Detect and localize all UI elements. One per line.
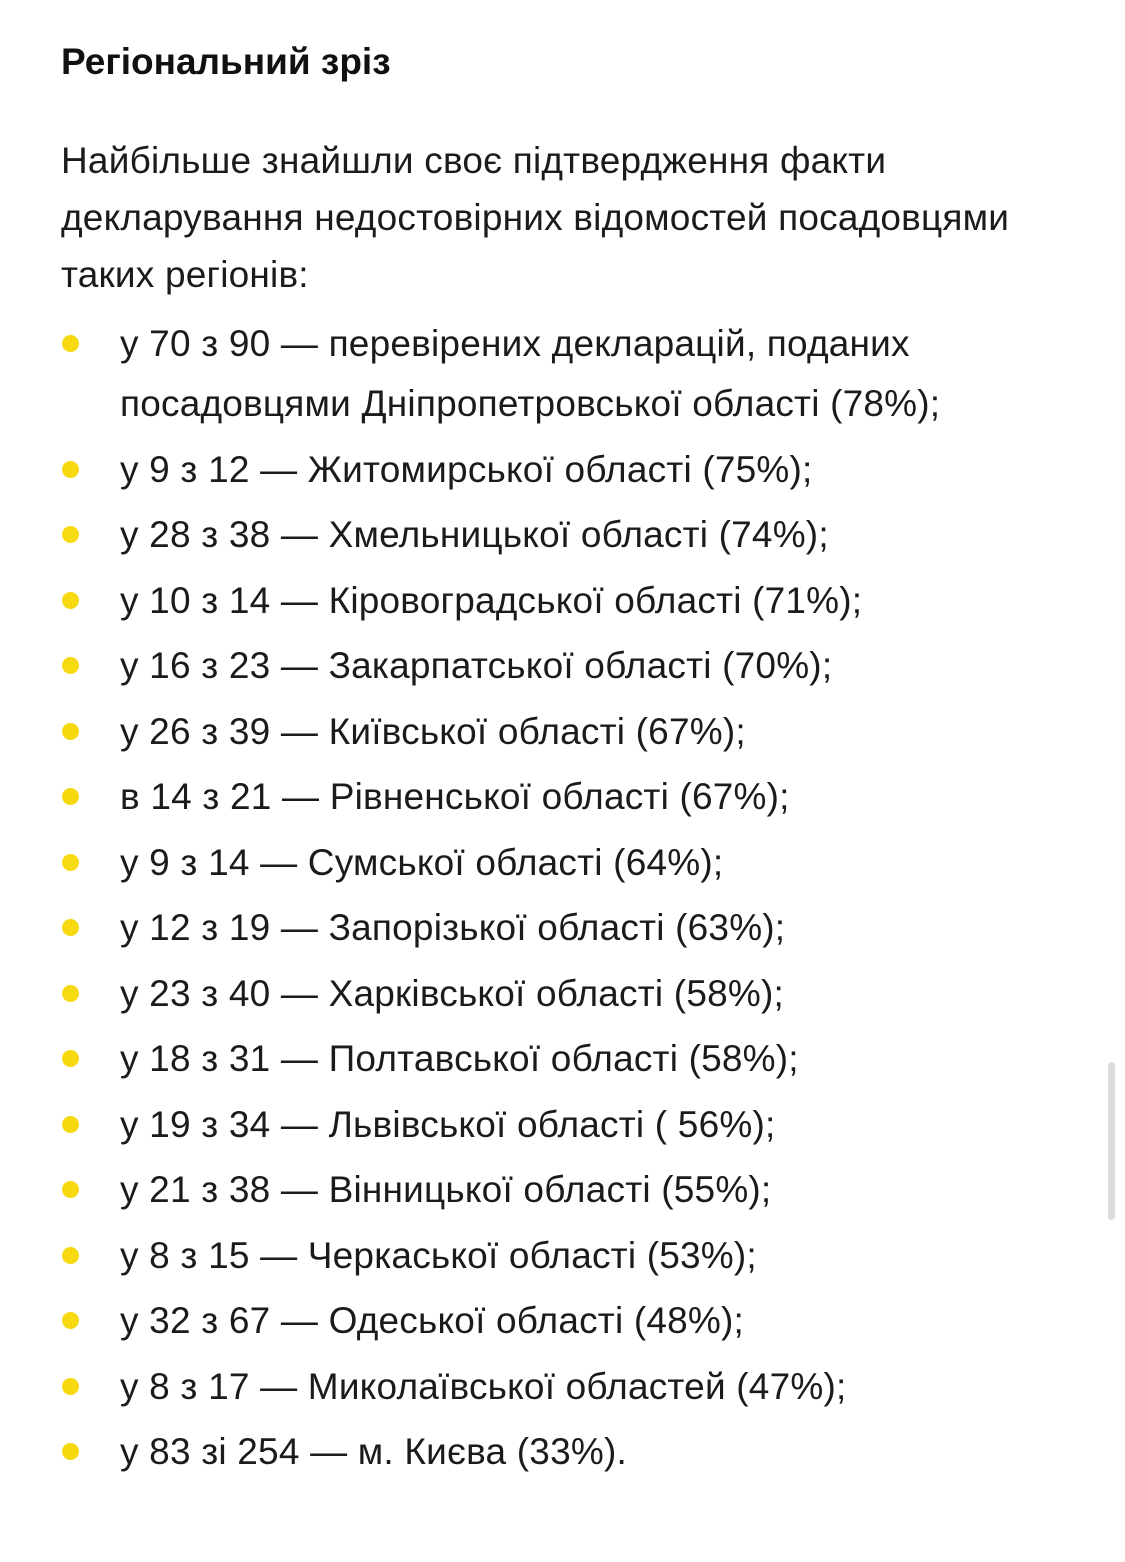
list-item — [61, 898, 1071, 958]
list-item — [61, 1291, 1071, 1351]
list-item-text: у 9 з 12 — Житомирської області (75%); — [120, 448, 813, 490]
bullet-icon — [62, 1247, 79, 1264]
list-item-text: в 14 з 21 — Рівненської області (67%); — [120, 776, 790, 817]
list-item — [61, 702, 1071, 762]
bullet-icon — [62, 1443, 79, 1460]
list-item — [61, 1226, 1071, 1286]
bullet-icon — [62, 854, 79, 871]
scrollbar[interactable] — [1108, 1062, 1115, 1220]
article-content — [61, 34, 1071, 1488]
bullet-icon — [62, 919, 79, 936]
list-item — [61, 1422, 1071, 1482]
bullet-icon — [62, 335, 79, 352]
list-item — [61, 833, 1071, 893]
list-item-text: у 83 зі 254 — м. Києва (33%). — [120, 1431, 627, 1472]
regions-list — [61, 314, 1071, 1482]
bullet-icon — [62, 1378, 79, 1395]
list-item — [61, 767, 1071, 827]
bullet-icon — [62, 1116, 79, 1133]
list-item-text: у 18 з 31 — Полтавської області (58%); — [120, 1038, 799, 1079]
list-item-text: у 23 з 40 — Харківської області (58%); — [120, 972, 784, 1014]
list-item — [61, 314, 1071, 434]
bullet-icon — [62, 1050, 79, 1067]
list-item-text: у 32 з 67 — Одеської області (48%); — [120, 1300, 745, 1341]
bullet-icon — [62, 723, 79, 740]
bullet-icon — [62, 985, 79, 1002]
bullet-icon — [62, 592, 79, 609]
list-item — [61, 636, 1071, 696]
bullet-icon — [62, 1312, 79, 1329]
list-item — [61, 571, 1071, 631]
list-item-text: у 19 з 34 — Львівської області ( 56%); — [120, 1103, 776, 1145]
list-item-text: у 12 з 19 — Запорізької області (63%); — [120, 907, 786, 948]
list-item — [61, 1029, 1071, 1089]
list-item-text: у 28 з 38 — Хмельницької області (74%); — [120, 514, 829, 555]
list-item-text: у 26 з 39 — Київської області (67%); — [120, 710, 746, 752]
list-item — [61, 1095, 1071, 1155]
intro-paragraph: Найбільше знайшли своє підтвердження факти декларування недостовірних відомостей посадовцями таких регіонів: — [61, 140, 1010, 295]
list-item — [61, 1160, 1071, 1220]
bullet-icon — [62, 461, 79, 478]
list-item — [61, 1357, 1071, 1417]
list-item-text: у 9 з 14 — Сумської області (64%); — [120, 841, 724, 883]
list-item-text: у 16 з 23 — Закарпатської області (70%); — [120, 645, 833, 686]
bullet-icon — [62, 526, 79, 543]
list-item-text: у 8 з 15 — Черкаської області (53%); — [120, 1234, 757, 1276]
list-item-text: у 10 з 14 — Кіровоградської області (71%); — [120, 579, 863, 621]
list-item — [61, 440, 1071, 500]
list-item — [61, 505, 1071, 565]
section-heading: Регіональний зріз — [61, 41, 391, 82]
list-item-text: у 8 з 17 — Миколаївської областей (47%); — [120, 1365, 847, 1407]
bullet-icon — [62, 788, 79, 805]
bullet-icon — [62, 657, 79, 674]
list-item-text: у 70 з 90 — перевірених декларацій, поданих посадовцями Дніпропетровської області (78%); — [120, 323, 941, 424]
list-item — [61, 964, 1071, 1024]
list-item-text: у 21 з 38 — Вінницької області (55%); — [120, 1169, 772, 1210]
bullet-icon — [62, 1181, 79, 1198]
